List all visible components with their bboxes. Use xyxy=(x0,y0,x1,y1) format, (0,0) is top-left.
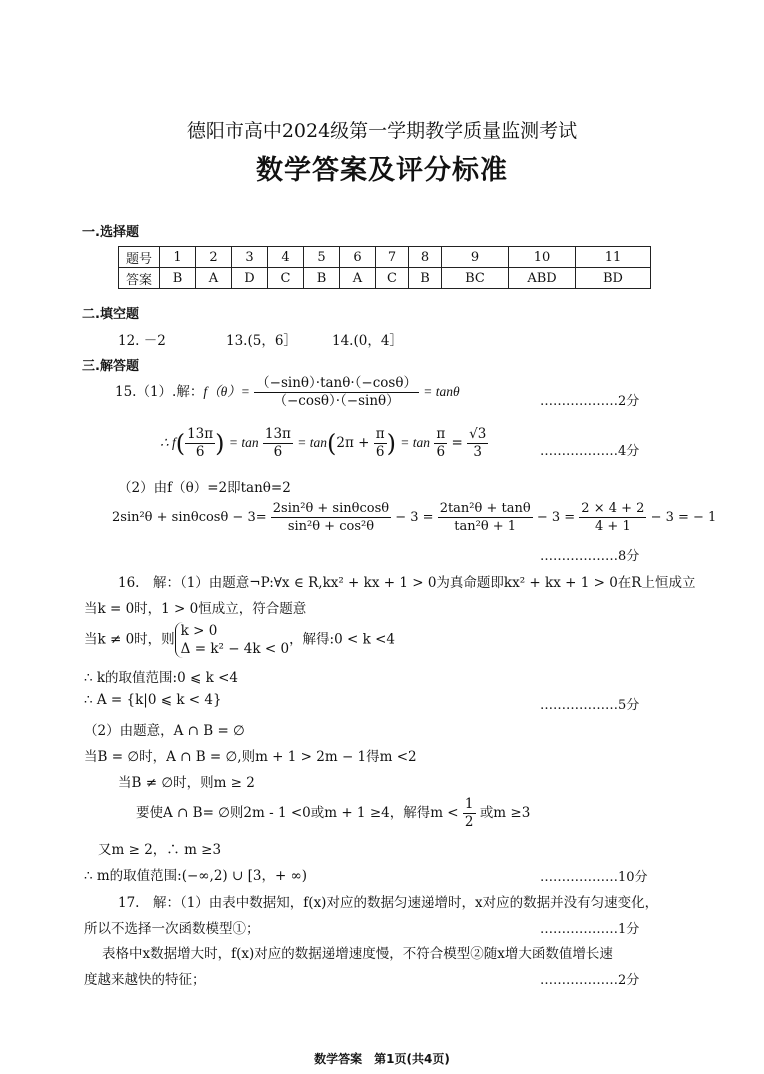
q16-l9-a: 要使A ∩ B= ∅则2m - 1 <0或m + 1 ≥4，解得m < xyxy=(136,805,459,821)
table-cell: 9 xyxy=(442,247,509,268)
q16-line11: ∴ m的取值范围:(−∞,2) ∪ [3，+ ∞) xyxy=(84,868,308,884)
q15-l3-m2: − 3 = xyxy=(536,510,576,525)
q16-system-eq1: k > 0 xyxy=(180,623,218,639)
table-cell: 3 xyxy=(232,247,268,268)
table-cell: BC xyxy=(442,268,509,289)
q16-score-2: ………………10分 xyxy=(540,870,648,885)
table-cell: 11 xyxy=(576,247,651,268)
q17-line1: 17. 解：（1）由表中数据知，f(x)对应的数据匀速递增时，x对应的数据并没有匀速变化， xyxy=(118,895,659,911)
q15-label: 15.（1）.解： xyxy=(115,384,204,400)
table-cell: 1 xyxy=(160,247,196,268)
frac-num: 1 xyxy=(464,796,474,812)
q15-l2-frac-c xyxy=(374,426,387,461)
table-cell: BD xyxy=(576,268,651,289)
paren-open: ( xyxy=(326,429,337,458)
section-heading-solutions: 三.解答题 xyxy=(82,359,139,374)
document-title: 德阳市高中2024级第一学期教学质量监测考试 xyxy=(186,120,578,142)
q15-l2-frac-e xyxy=(467,426,488,461)
table-cell: B xyxy=(409,268,442,289)
q15-l3-frac2 xyxy=(438,500,533,535)
frac-den: 6 xyxy=(436,444,446,460)
table-cell: ABD xyxy=(509,268,576,289)
q15-line1 xyxy=(115,375,460,410)
q16-l9-frac xyxy=(463,796,476,831)
table-cell: 8 xyxy=(409,247,442,268)
q15-l3-m1: − 3 = xyxy=(395,510,434,525)
frac-den: 6 xyxy=(375,444,385,460)
table-row-answers xyxy=(119,268,651,289)
q16-line10: 又m ≥ 2，∴ m ≥3 xyxy=(98,842,222,858)
frac-num: π xyxy=(436,426,446,442)
frac-num: 2 × 4 + 2 xyxy=(581,501,645,516)
table-cell: 7 xyxy=(376,247,409,268)
paren-close: ) xyxy=(386,429,396,458)
q15-l2-inner: 2π + xyxy=(336,435,370,451)
table-cell: C xyxy=(376,268,409,289)
q15-l3-end: − 3 = − 1 xyxy=(650,510,717,525)
frac-den: sin²θ + cos²θ xyxy=(287,519,375,534)
table-row-numbers xyxy=(119,247,651,268)
q16-score-1: ………………5分 xyxy=(540,698,640,713)
q15-l2-eq4: = xyxy=(451,435,463,451)
q15-l2-lhs: ∴ f xyxy=(160,435,176,450)
frac-den: tan²θ + 1 xyxy=(454,519,517,534)
q15-part2: （2）由f（θ）=2即tanθ=2 xyxy=(118,480,291,496)
section-heading-choice: 一.选择题 xyxy=(82,225,139,240)
q16-line6: （2）由题意，A ∩ B = ∅ xyxy=(84,723,245,739)
frac-den: 6 xyxy=(273,444,283,460)
q16-line8: 当B ≠ ∅时，则m ≥ 2 xyxy=(118,775,255,791)
table-cell: 2 xyxy=(196,247,232,268)
q15-score-2: ………………4分 xyxy=(540,444,640,459)
frac-den: 3 xyxy=(473,444,482,460)
table-cell: A xyxy=(196,268,232,289)
q15-rhs: = tanθ xyxy=(423,384,460,399)
q15-line2 xyxy=(160,426,488,461)
q16-line3 xyxy=(84,622,395,658)
section-heading-fill: 二.填空题 xyxy=(82,307,139,322)
q17-score-2: ………………2分 xyxy=(540,973,640,988)
q15-fraction xyxy=(254,375,419,410)
q16-line5: ∴ A = {k|0 ⩽ k < 4} xyxy=(84,692,222,708)
frac-den: 6 xyxy=(195,444,205,460)
page-footer: 数学答案 第1页(共4页) xyxy=(314,1052,450,1066)
table-cell: 10 xyxy=(509,247,576,268)
frac-den: 4 + 1 xyxy=(595,519,631,534)
frac-num: 13π xyxy=(187,426,214,442)
q16-l3-c: ，解得:0 < k <4 xyxy=(289,631,395,648)
table-cell: 6 xyxy=(340,247,376,268)
q15-l3-lhs: 2sin²θ + sinθcosθ − 3= xyxy=(112,510,267,525)
q15-l2-eq2: = tan xyxy=(297,435,327,450)
q15-score-1: ………………2分 xyxy=(540,394,640,409)
table-cell: A xyxy=(340,268,376,289)
paren-close: ) xyxy=(215,429,225,458)
q15-l3-frac1 xyxy=(271,500,391,535)
paren-open: ( xyxy=(175,429,186,458)
q16-line9 xyxy=(136,796,530,831)
q17-score-1: ………………1分 xyxy=(540,922,640,937)
frac-num: 2sin²θ + sinθcosθ xyxy=(272,501,390,516)
q16-l9-b: 或m ≥3 xyxy=(479,805,531,821)
table-cell: B xyxy=(304,268,340,289)
table-cell: 5 xyxy=(304,247,340,268)
frac-num: 13π xyxy=(264,426,291,442)
table-cell: D xyxy=(232,268,268,289)
table-cell: B xyxy=(160,268,196,289)
frac-num: 2tan²θ + tanθ xyxy=(439,501,531,516)
q15-score-3: ………………8分 xyxy=(540,549,640,564)
fill-answer-14: 14.(0，4］ xyxy=(332,333,403,349)
fill-answer-13: 13.(5，6］ xyxy=(226,333,297,349)
q17-line3: 表格中x数据增大时，f(x)对应的数据递增速度慢，不符合模型②随x增大函数值增长速 xyxy=(102,946,613,962)
q16-line2: 当k = 0时，1 > 0恒成立，符合题意 xyxy=(84,601,307,617)
q15-frac-den: （−cosθ）·（−sinθ） xyxy=(273,393,400,409)
q15-line3 xyxy=(112,500,716,535)
table-cell: C xyxy=(268,268,304,289)
q15-frac-num: （−sinθ）·tanθ·（−cosθ） xyxy=(256,375,417,391)
q16-line7: 当B = ∅时，A ∩ B = ∅,则m + 1 > 2m − 1得m <2 xyxy=(84,749,417,765)
frac-den: 2 xyxy=(464,814,474,830)
q15-lhs: f（θ）= xyxy=(203,384,250,399)
q15-l3-frac3 xyxy=(579,500,646,535)
q16-system-eq2: Δ = k² − 4k < 0 xyxy=(180,641,290,657)
q16-system xyxy=(175,622,289,658)
table-cell: 4 xyxy=(268,247,304,268)
answer-table xyxy=(118,246,651,289)
q16-line1: 16. 解：（1）由题意¬P:∀x ∈ R,kx² + kx + 1 > 0为真命题即kx² + kx + 1 > 0在R上恒成立 xyxy=(118,575,696,591)
table-header-cell: 题号 xyxy=(119,247,160,268)
q16-line4: ∴ k的取值范围:0 ⩽ k <4 xyxy=(84,670,238,686)
frac-num: √3 xyxy=(469,426,487,442)
table-header-cell: 答案 xyxy=(119,268,160,289)
q15-l2-eq3: = tan xyxy=(400,435,431,450)
q15-l2-frac-b xyxy=(263,426,293,461)
q16-l3-a: 当k ≠ 0时，则 xyxy=(84,631,175,648)
document-subtitle: 数学答案及评分标准 xyxy=(256,155,508,186)
frac-num: π xyxy=(375,426,385,442)
q15-l2-frac-d xyxy=(434,426,447,461)
q17-line2: 所以不选择一次函数模型①； xyxy=(84,921,260,937)
q15-l2-frac-a xyxy=(185,426,215,461)
q17-line4: 度越来越快的特征； xyxy=(84,972,206,988)
fill-answer-12: 12. －2 xyxy=(118,333,166,349)
q15-l2-eq1: = tan xyxy=(228,435,259,450)
